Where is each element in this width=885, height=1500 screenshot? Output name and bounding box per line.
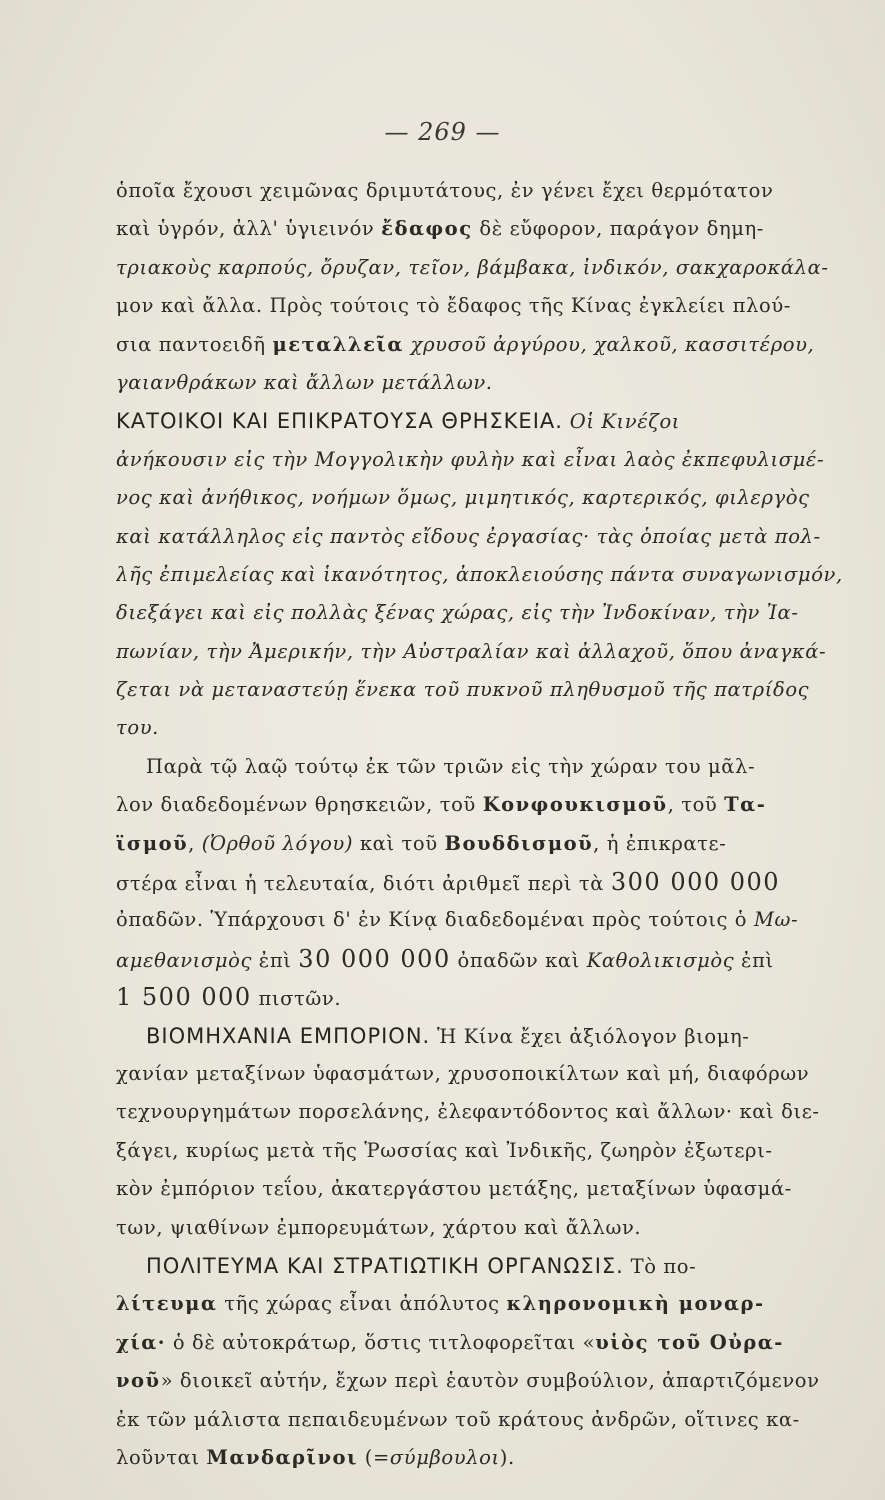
text-span: πιστῶν. [251, 987, 342, 1011]
text-span: καὶ ὑγρόν, ἀλλ' ὑγιεινόν [116, 217, 382, 241]
number: 300 000 000 [610, 868, 781, 897]
text-line [116, 1401, 851, 1439]
text-line [116, 479, 851, 517]
text-line [116, 1285, 851, 1323]
bold-term: Μανδαρῖνοι [206, 1445, 358, 1469]
text-span: των, ψιαθίνων ἐμπορευμάτων, χάρτου καὶ ἄλλων. [116, 1215, 642, 1239]
text-line [116, 1247, 851, 1285]
text-line [116, 940, 851, 978]
text-line [116, 1362, 851, 1400]
text-line [116, 287, 851, 325]
text-span: Οἱ Κινέζοι [562, 410, 681, 434]
text-span: Ἡ Κίνα ἔχει ἀξιόλογον βιομη- [430, 1024, 750, 1048]
bold-term: ἔδαφος [381, 217, 473, 241]
body-text [116, 172, 851, 1477]
text-line [116, 364, 851, 402]
text-span: ἐπὶ [251, 948, 299, 972]
text-span: σια παντοειδῆ [116, 332, 273, 356]
text-line [116, 978, 851, 1016]
section-heading: ΒΙΟΜΗΧΑΝΙΑ ΕΜΠΟΡΙΟΝ. [146, 1023, 431, 1048]
bold-term: νοῦ [116, 1369, 161, 1393]
text-line [116, 863, 851, 901]
text-line [116, 249, 851, 287]
text-span: διεξάγει καὶ εἰς πολλὰς ξένας χώρας, εἰς τὴν Ἰνδοκίναν, τὴν Ἰα- [116, 601, 799, 625]
text-line [116, 633, 851, 671]
bold-term: μεταλλεῖα [272, 332, 404, 356]
text-span: πωνίαν, τὴν Ἀμερικήν, τὴν Αὐστραλίαν καὶ ἀλλαχοῦ, ὅπου ἀναγκά- [116, 639, 827, 663]
text-line [116, 402, 851, 440]
text-span: ). [499, 1445, 515, 1469]
text-span: ἀνήκουσιν εἰς τὴν Μογγολικὴν φυλὴν καὶ εἶναι λαὸς ἐκπεφυλισμέ- [116, 447, 825, 471]
bold-term: Τα- [724, 793, 767, 817]
text-span: καὶ κατάλληλος εἰς παντὸς εἴδους ἐργασίας· τὰς ὁποίας μετὰ πολ- [116, 524, 821, 548]
bold-term: υἱὸς τοῦ Οὐρα- [595, 1330, 784, 1354]
number: 30 000 000 [298, 944, 451, 973]
text-span: χρυσοῦ ἀργύρου, χαλκοῦ, κασσιτέρου, [403, 332, 815, 356]
bold-term: ϊσμοῦ [116, 831, 189, 855]
text-span: , [188, 831, 202, 855]
text-span: » διοικεῖ αὐτήν, ἔχων περὶ ἑαυτὸν συμβούλιον, ἀπαρτιζόμενον [160, 1369, 820, 1393]
text-span: ξάγει, κυρίως μετὰ τῆς Ῥωσσίας καὶ Ἰνδικῆς, ζωηρὸν ἐξωτερι- [116, 1138, 773, 1162]
text-span: ζεται νὰ μεταναστεύῃ ἕνεκα τοῦ πυκνοῦ πληθυσμοῦ τῆς πατρίδος [116, 678, 810, 702]
text-line [116, 1055, 851, 1093]
text-span: Καθολικισμὸς [586, 948, 735, 972]
text-line [116, 901, 851, 939]
text-line [116, 518, 851, 556]
page-number: — 269 — [384, 118, 501, 146]
text-line [116, 441, 851, 479]
text-span: αμεθανισμὸς [116, 948, 252, 972]
text-span: στέρα εἶναι ἡ τελευταία, διότι ἀριθμεῖ περὶ τὰ [116, 872, 611, 896]
text-span: ἐκ τῶν μάλιστα πεπαιδευμένων τοῦ κράτους ἀνδρῶν, οἵτινες κα- [116, 1407, 800, 1431]
text-span: λον διαδεδομένων θρησκειῶν, τοῦ [116, 793, 483, 817]
text-span: τῆς χώρας εἶναι ἀπόλυτος [217, 1292, 507, 1316]
text-span: λοῦνται [116, 1445, 207, 1469]
text-line [116, 594, 851, 632]
text-line [116, 709, 851, 747]
text-span: ὀπαδῶν. Ὑπάρχουσι δ' ἐν Κίνᾳ διαδεδομέναι πρὸς τούτοις ὁ [116, 908, 754, 932]
bold-term: κληρονομικὴ μοναρ- [506, 1292, 765, 1316]
text-line [116, 1209, 851, 1247]
text-line [116, 1017, 851, 1055]
text-line [116, 326, 851, 364]
text-line [116, 1170, 851, 1208]
text-span: γαιανθράκων καὶ ἄλλων μετάλλων. [116, 370, 493, 394]
text-line [116, 825, 851, 863]
text-line [116, 786, 851, 824]
text-span: δὲ εὔφορον, παράγον δημη- [472, 217, 764, 241]
text-line [116, 556, 851, 594]
text-span: χανίαν μεταξίνων ὑφασμάτων, χρυσοποικίλτων καὶ μή, διαφόρων [116, 1061, 810, 1085]
text-line [116, 172, 851, 210]
text-span: , τοῦ [667, 793, 725, 817]
text-span: (Ὀρθοῦ λόγου) [201, 831, 354, 855]
text-span: καὶ τοῦ [353, 831, 445, 855]
text-line [116, 1132, 851, 1170]
text-span: Μω- [753, 908, 799, 932]
text-span: του. [116, 716, 159, 740]
number: 1 500 000 [116, 983, 252, 1012]
bold-term: χία· [116, 1330, 167, 1354]
text-span: τριακοὺς καρπούς, ὄρυζαν, τεῖον, βάμβακα, ἰνδικόν, σακχαροκάλα- [116, 255, 829, 279]
text-span: , ἡ ἐπικρατε- [593, 831, 727, 855]
text-line [116, 1093, 851, 1131]
bold-term: λίτευμα [116, 1292, 218, 1316]
text-span: νος καὶ ἀνήθικος, νοήμων ὅμως, μιμητικός, καρτερικός, φιλεργὸς [116, 486, 810, 510]
text-span: ὀπαδῶν καὶ [450, 948, 587, 972]
text-line [116, 1324, 851, 1362]
section-heading: ΠΟΛΙΤΕΥΜΑ ΚΑΙ ΣΤΡΑΤΙΩΤΙΚΗ ΟΡΓΑΝΩΣΙΣ. [146, 1253, 624, 1278]
text-span: ὁ δὲ αὐτοκράτωρ, ὅστις τιτλοφορεῖται « [166, 1330, 596, 1354]
text-span: λῆς ἐπιμελείας καὶ ἱκανότητος, ἀποκλειούσης πάντα συναγωνισμόν, [116, 562, 843, 586]
text-line [116, 210, 851, 248]
bold-term: Βουδδισμοῦ [444, 831, 594, 855]
text-line [116, 1439, 851, 1477]
text-span: τεχνουργημάτων πορσελάνης, ἐλεφαντόδοντος καὶ ἄλλων· καὶ διε- [116, 1100, 820, 1124]
text-span: ἐπὶ [734, 948, 774, 972]
text-line [116, 671, 851, 709]
text-span: κὸν ἐμπόριον τεΐου, ἀκατεργάστου μετάξης, μεταξίνων ὑφασμά- [116, 1177, 792, 1201]
text-span: (= [357, 1445, 390, 1469]
text-span: Παρὰ τῷ λαῷ τούτῳ ἐκ τῶν τριῶν εἰς τὴν χώραν του μᾶλ- [146, 754, 756, 778]
text-span: μον καὶ ἄλλα. Πρὸς τούτοις τὸ ἔδαφος τῆς Κίνας ἐγκλείει πλού- [116, 294, 791, 318]
text-line [116, 748, 851, 786]
text-span: ὁποῖα ἔχουσι χειμῶνας δριμυτάτους, ἐν γένει ἔχει θερμότατον [116, 179, 774, 202]
text-span: Τὸ πο- [623, 1254, 697, 1278]
section-heading: ΚΑΤΟΙΚΟΙ ΚΑΙ ΕΠΙΚΡΑΤΟΥΣΑ ΘΡΗΣΚΕΙΑ. [116, 409, 563, 434]
bold-term: Κονφουκισμοῦ [482, 793, 668, 817]
text-span: σύμβουλοι [389, 1445, 500, 1469]
